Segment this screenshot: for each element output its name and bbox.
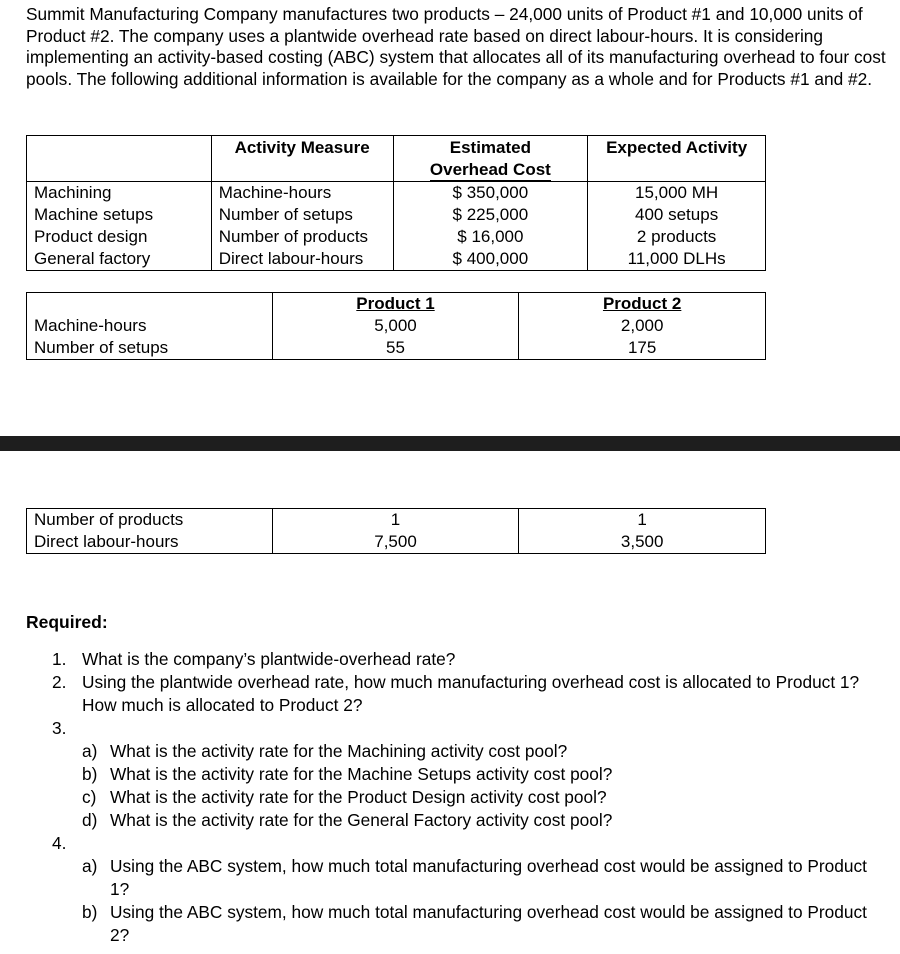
product-1-value: 55	[272, 337, 519, 360]
problem-intro: Summit Manufacturing Company manufactures two products – 24,000 units of Product #1 and 10,000 units of Product #2. The company uses a plantwide overhead rate based on direct labour-hours. It is considering implementing an activity-based costing (ABC) system that allocates all of its manufacturing overhead to four cost pools. The following additional information is available for the company as a whole and for Products #1 and #2.	[26, 4, 886, 89]
product-2-value: 2,000	[519, 315, 766, 337]
question-1	[52, 648, 882, 671]
row-label: Number of products	[27, 509, 273, 532]
product-1-value: 7,500	[272, 531, 519, 554]
question-4	[52, 832, 882, 855]
question-number: 4.	[52, 833, 67, 853]
table-row	[27, 337, 766, 360]
expected-activity: 400 setups	[588, 204, 766, 226]
question-3b: b) What is the activity rate for the Machine Setups activity cost pool?	[82, 764, 613, 784]
activity-measure: Direct labour-hours	[211, 248, 393, 271]
activity-measure: Machine-hours	[211, 182, 393, 205]
activity-measure: Number of products	[211, 226, 393, 248]
product-2-value: 1	[519, 509, 766, 532]
expected-activity: 2 products	[588, 226, 766, 248]
required-heading: Required:	[26, 612, 108, 632]
question-3	[52, 717, 882, 740]
product-1-value: 1	[272, 509, 519, 532]
pool-name: Product design	[27, 226, 212, 248]
question-4a: a) Using the ABC system, how much total manufacturing overhead cost would be assigned to Product 1?	[82, 856, 867, 899]
table-row	[27, 182, 766, 205]
table-header-row	[27, 293, 766, 316]
pool-name: Machine setups	[27, 204, 212, 226]
table-row	[27, 226, 766, 248]
question-number: 2.	[52, 672, 67, 692]
table-header-row	[27, 136, 766, 182]
question-3a: a) What is the activity rate for the Machining activity cost pool?	[82, 741, 568, 761]
row-label: Direct labour-hours	[27, 531, 273, 554]
product-2-value: 3,500	[519, 531, 766, 554]
pool-name: Machining	[27, 182, 212, 205]
page-divider-bar	[0, 436, 900, 451]
overhead-cost: $ 225,000	[393, 204, 588, 226]
question-text: Using the plantwide overhead rate, how much manufacturing overhead cost is allocated to Product 1? How much is allocated to Product 2?	[82, 672, 860, 715]
question-text: What is the company’s plantwide-overhead rate?	[82, 649, 456, 669]
overhead-cost: $ 350,000	[393, 182, 588, 205]
question-number: 1.	[52, 649, 67, 669]
table-row	[27, 204, 766, 226]
row-label: Number of setups	[27, 337, 273, 360]
activity-cost-pool-table	[26, 135, 766, 271]
expected-activity: 11,000 DLHs	[588, 248, 766, 271]
product-1-value: 5,000	[272, 315, 519, 337]
table-row	[27, 315, 766, 337]
row-label: Machine-hours	[27, 315, 273, 337]
table-row	[27, 509, 766, 532]
header-estimated-overhead-cost: Estimated Overhead Cost	[393, 136, 588, 182]
overhead-cost: $ 400,000	[393, 248, 588, 271]
question-3c: c) What is the activity rate for the Product Design activity cost pool?	[82, 787, 607, 807]
header-product-2: Product 2	[519, 293, 766, 316]
pool-name: General factory	[27, 248, 212, 271]
header-blank	[27, 136, 212, 182]
overhead-cost: $ 16,000	[393, 226, 588, 248]
expected-activity: 15,000 MH	[588, 182, 766, 205]
header-blank	[27, 293, 273, 316]
question-4b: b) Using the ABC system, how much total manufacturing overhead cost would be assigned to Product 2?	[82, 902, 867, 945]
product-2-value: 175	[519, 337, 766, 360]
question-2	[52, 671, 882, 717]
header-product-1: Product 1	[272, 293, 519, 316]
header-activity-measure: Activity Measure	[211, 136, 393, 182]
product-activity-table-continued	[26, 508, 766, 554]
product-activity-table	[26, 292, 766, 360]
question-number: 3.	[52, 718, 67, 738]
question-3d: d) What is the activity rate for the General Factory activity cost pool?	[82, 810, 613, 830]
table-row	[27, 248, 766, 271]
table-row	[27, 531, 766, 554]
activity-measure: Number of setups	[211, 204, 393, 226]
header-expected-activity: Expected Activity	[588, 136, 766, 182]
question-list	[52, 648, 882, 947]
